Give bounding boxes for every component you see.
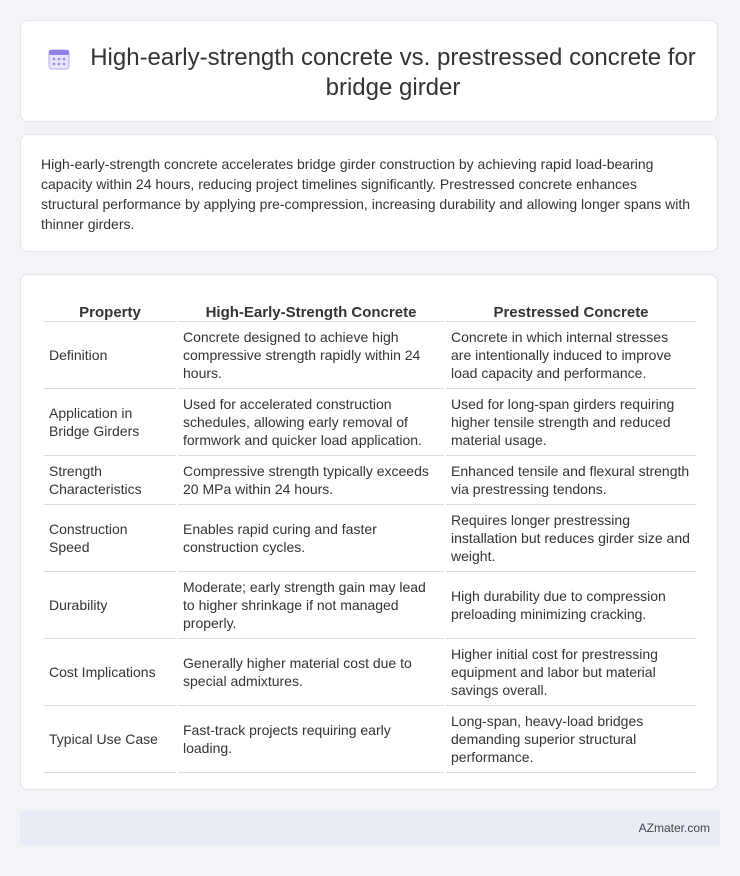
table-row (44, 639, 696, 706)
row-prestressed: Used for long-span girders requiring higher tensile strength and reduced material usage. (446, 389, 696, 456)
intro-card (20, 134, 718, 252)
row-prestressed: Concrete in which internal stresses are intentionally induced to improve load capacity and performance. (446, 322, 696, 389)
header-high-early-strength: High-Early-Strength Concrete (178, 295, 444, 322)
footer-brand[interactable]: AZmater.com (638, 821, 710, 835)
header-prestressed: Prestressed Concrete (446, 295, 696, 322)
table-row (44, 505, 696, 572)
table-row (44, 456, 696, 505)
table-row (44, 572, 696, 639)
page-title: High-early-strength concrete vs. prestressed concrete for bridge girder (90, 44, 696, 101)
row-property: Strength Characteristics (44, 456, 176, 505)
row-high-early-strength: Moderate; early strength gain may lead to higher shrinkage if not managed properly. (178, 572, 444, 639)
calendar-icon (48, 48, 70, 70)
row-prestressed: High durability due to compression preloading minimizing cracking. (446, 572, 696, 639)
row-high-early-strength: Concrete designed to achieve high compressive strength rapidly within 24 hours. (178, 322, 444, 389)
row-high-early-strength: Used for accelerated construction schedules, allowing early removal of formwork and quicker load application. (178, 389, 444, 456)
row-prestressed: Requires longer prestressing installation but reduces girder size and weight. (446, 505, 696, 572)
row-prestressed: Enhanced tensile and flexural strength via prestressing tendons. (446, 456, 696, 505)
footer (20, 811, 720, 845)
comparison-card (20, 274, 718, 790)
row-property: Typical Use Case (44, 706, 176, 773)
row-high-early-strength: Enables rapid curing and faster construction cycles. (178, 505, 444, 572)
row-high-early-strength: Fast-track projects requiring early loading. (178, 706, 444, 773)
header-property: Property (44, 295, 176, 322)
row-property: Application in Bridge Girders (44, 389, 176, 456)
table-row (44, 389, 696, 456)
row-high-early-strength: Compressive strength typically exceeds 20 MPa within 24 hours. (178, 456, 444, 505)
row-prestressed: Higher initial cost for prestressing equipment and labor but material savings overall. (446, 639, 696, 706)
row-high-early-strength: Generally higher material cost due to special admixtures. (178, 639, 444, 706)
intro-paragraph: High-early-strength concrete accelerates bridge girder construction by achieving rapid load-bearing capacity within 24 hours, reducing project timelines significantly. Prestressed concrete enhances structural performance by applying pre-compression, increasing durability and allowing longer spans with thinner girders. (41, 156, 690, 232)
table-header-row (44, 295, 696, 322)
table-row (44, 322, 696, 389)
row-property: Cost Implications (44, 639, 176, 706)
title-card (20, 20, 718, 122)
table-row (44, 706, 696, 773)
row-property: Construction Speed (44, 505, 176, 572)
comparison-table (42, 295, 698, 773)
row-property: Durability (44, 572, 176, 639)
row-property: Definition (44, 322, 176, 389)
row-prestressed: Long-span, heavy-load bridges demanding superior structural performance. (446, 706, 696, 773)
